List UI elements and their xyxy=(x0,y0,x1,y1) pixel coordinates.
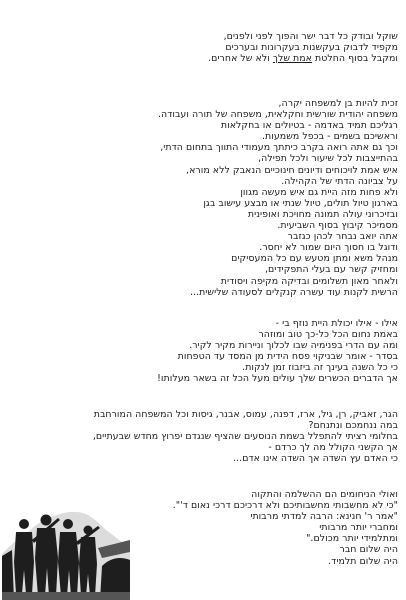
soldiers-silhouette-photo xyxy=(2,496,130,600)
text-line: "כי לא מחשבותי מחשבותיכם ולא דרכיכם דרכי נאום ד'". xyxy=(172,500,398,512)
text-line: כי האדם עץ השדה אך השדה אינו אדם... xyxy=(233,453,398,465)
text-line: משפחה יהודית שורשית וחקלאית, משפחה של תורה ועבודה. xyxy=(157,109,398,121)
text-line: ואולי הניחומים הם ההשלמה והתקוה xyxy=(251,489,398,500)
opening-paragraph xyxy=(208,31,398,64)
text-line: ומחזיק קשר עם בעלי התפקידים, xyxy=(264,264,398,276)
text-line: ומה עם הדרי בפנימיה שבו לכלוך וניירות מקיר לקיר. xyxy=(189,340,398,352)
text-line: הרשית לקנות עוד עשרה קנקלים לסעודה שלישית... xyxy=(189,286,398,298)
text-line: ולא פחות מזה היית גם איש מעשה מגוון xyxy=(240,186,398,198)
text-line: על צביונה הדתי של הקהילה. xyxy=(281,175,398,187)
text-line: איש אמת לויכוחים ודיונים חינוכיים הנאבק ללא מורא, xyxy=(186,164,398,176)
text-line: אך הדברים הכשרים שלך עולים מעל הכל זה בשאר מעלותו! xyxy=(157,373,398,385)
text-line: ולאחר מאון תשלומים ובדיקה מקיפה ויסודית xyxy=(220,275,398,287)
text-line: כי כל השנה בעינך זה ביזבוז זמן לנקות. xyxy=(242,362,398,374)
text-line: זכית להיות בן למשפחה יקרה, xyxy=(278,98,398,109)
family-paragraph xyxy=(158,98,398,298)
text-line xyxy=(208,53,398,64)
text-line: באמת נחום הכל כל-כך טוב ומוזהר xyxy=(258,329,398,341)
text-line: אתה יואב נבחר לכהן כגזבר xyxy=(287,231,398,243)
text-line: בהתייצבות לכל שיעור ולכל תפילה, xyxy=(258,153,398,165)
text-line: היה שלום חבר xyxy=(339,544,398,556)
text-line: מנהל משא ומתן מטעש עם כל המעסיקים xyxy=(231,253,398,265)
text-line: בסדר - אומר שבניקוי פסח הידית מן המסד עד הטפחות xyxy=(177,351,398,363)
text-line: שוקל ובודק כל דבר ישר והפוך לפני ולפנים, xyxy=(223,31,398,42)
text-segment: ומקבל בסוף החלטת xyxy=(312,53,398,65)
text-line: מסמיכר קיבוץ בסוף השביעית. xyxy=(277,220,398,232)
text-line: וכך גם אתה רואה בקרב כיתתך מעמודי התווך בתחום הדתי, xyxy=(160,142,398,154)
text-line: וראשיכם בשמים - בכפל משמעות. xyxy=(262,131,398,143)
text-line: מקפיד לדבוק בעקשנות בעקרונות ובערכים xyxy=(225,42,398,54)
text-line: ומחברי יותר מרבותי xyxy=(319,522,398,534)
closing-paragraph xyxy=(173,489,398,567)
text-line: "אמר ר' חנינא: הרבה למדתי מרבותי xyxy=(250,511,398,523)
text-line: הגר, זאביק, רן, גיל, ארז, דפנה, עמוס, אבנר, גיסות וכל המשפחה המורחבת xyxy=(93,409,398,420)
underlined-phrase: אמת שלך xyxy=(272,53,312,65)
text-line: ומתלמידי יותר מכולם." xyxy=(306,533,398,545)
condolence-paragraph xyxy=(93,409,398,464)
text-line: במה ננחמכם ונתנחם? xyxy=(308,420,398,432)
text-line: אך הקשני הקולל מה לך כרדם - xyxy=(268,442,398,454)
text-line: בחלומי רציתי להתפלל בשמת הנוסעים שהציף שנגדם יפרוץ מחדש שבעתיים, xyxy=(92,431,398,443)
text-line: ובזיכרוני עולה תמונה מחויכת ואופינית xyxy=(247,208,398,220)
text-line: ודוגל בו חסוך היום שמור לא יחסר. xyxy=(259,242,398,254)
text-line: היה שלום תלמיד. xyxy=(328,555,398,567)
text-line: בארגון טיול תולים, טיול שנתי או מבצע עישוב בגן xyxy=(203,197,398,209)
text-line: אילו - אילו יכולת היית נוזף בי - xyxy=(275,318,398,329)
reproach-paragraph xyxy=(157,318,398,385)
text-segment: ולא של אחרים. xyxy=(208,53,273,65)
text-line: רגליכם תמיד באדמה - בטיולים או בחקלאות xyxy=(220,120,398,132)
